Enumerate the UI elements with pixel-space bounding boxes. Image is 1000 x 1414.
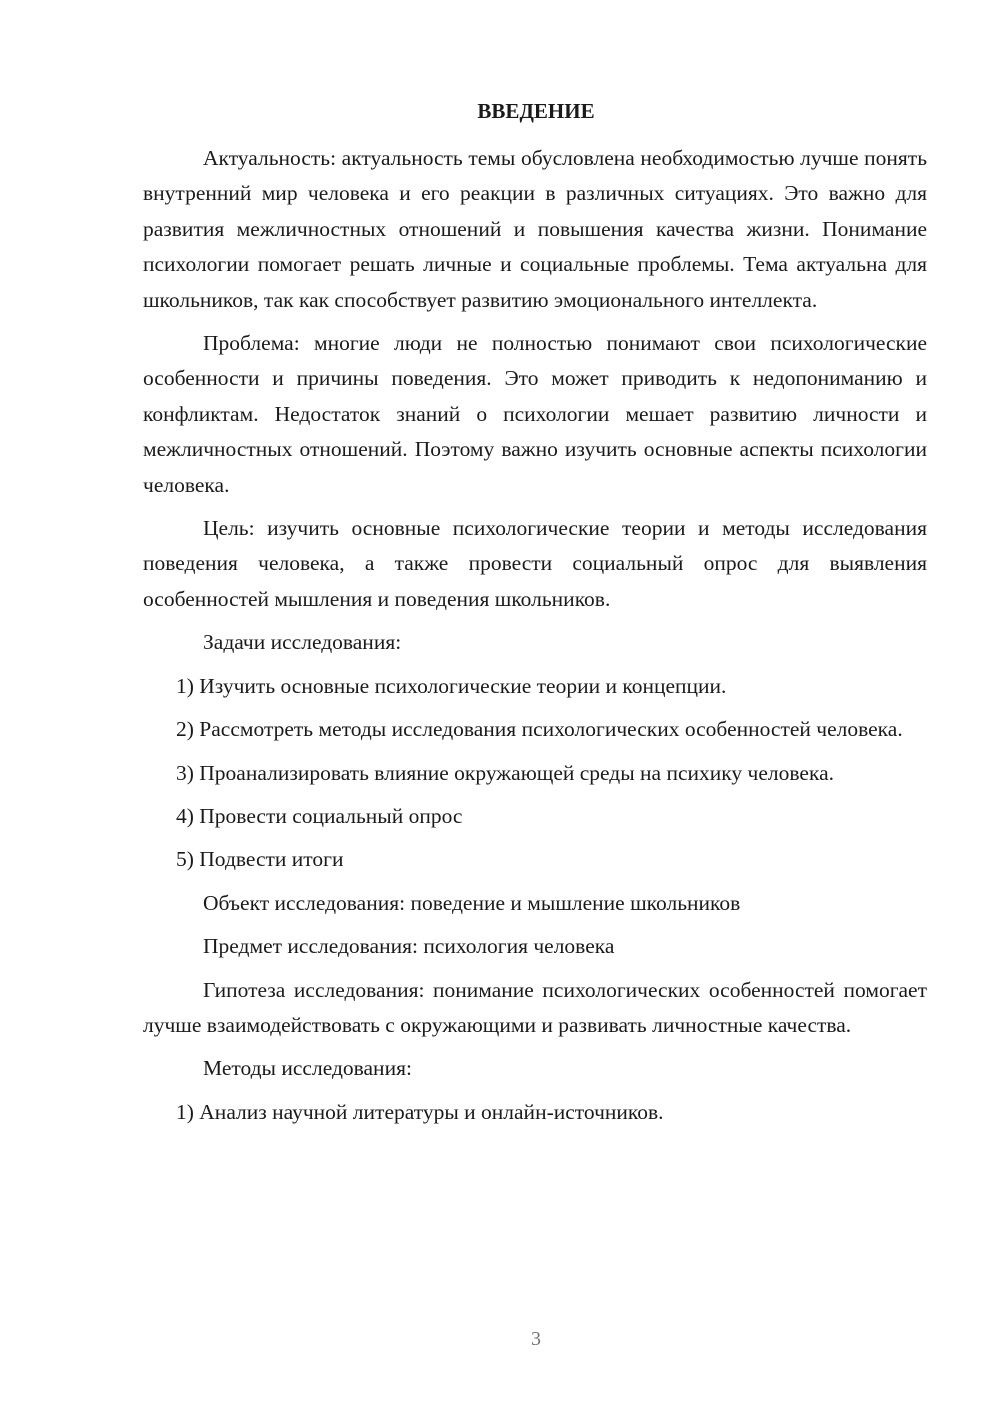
problem-paragraph: Проблема: многие люди не полностью понимают свои психологические особенности и причины поведения. Это может приводить к недопониманию и конфликтам. Недостаток знаний о психологии мешает развитию личности и межличностных отношений. Поэтому важно изучить основные аспекты психологии человека. (143, 331, 927, 497)
hypothesis-paragraph: Гипотеза исследования: понимание психологических особенностей помогает лучше взаимодействовать с окружающими и развивать личностные качества. (143, 977, 927, 1037)
task-item-1: 1) Изучить основные психологические теории и концепции. (176, 673, 727, 698)
method-item-1: 1) Анализ научной литературы и онлайн-источников. (176, 1099, 664, 1124)
task-item-4: 4) Провести социальный опрос (176, 803, 463, 828)
task-item-3: 3) Проанализировать влияние окружающей среды на психику человека. (176, 760, 834, 785)
research-object: Объект исследования: поведение и мышление школьников (203, 890, 741, 915)
goal-paragraph: Цель: изучить основные психологические теории и методы исследования поведения человека, а также провести социальный опрос для выявления особенностей мышления и поведения школьников. (143, 516, 927, 611)
section-title: ВВЕДЕНИЕ (477, 99, 595, 123)
body-text (143, 141, 927, 1138)
research-subject: Предмет исследования: психология человека (203, 934, 615, 959)
task-item-5: 5) Подвести итоги (176, 847, 344, 872)
relevance-paragraph: Актуальность: актуальность темы обусловлена необходимостью лучше понять внутренний мир человека и его реакции в различных ситуациях. Это важно для развития межличностных отношений и повышения качества жизни. Понимание психологии помогает решать личные и социальные проблемы. Тема актуальна для школьников, так как способствует развитию эмоционального интеллекта. (143, 146, 927, 312)
task-item-2: 2) Рассмотреть методы исследования психологических особенностей человека. (176, 717, 903, 742)
methods-heading: Методы исследования: (203, 1056, 412, 1081)
tasks-heading: Задачи исследования: (203, 630, 402, 655)
page-number: 3 (531, 1328, 541, 1350)
